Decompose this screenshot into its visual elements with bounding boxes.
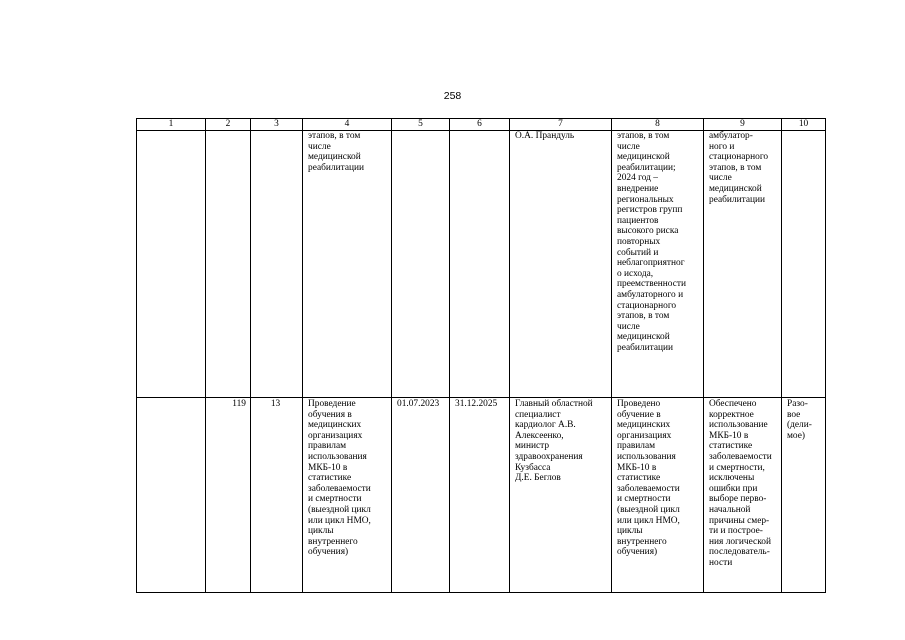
header-cell: 8 <box>612 119 704 131</box>
cell-result: Проведено обучение в медицинских организациях правилам использования МКБ-10 в статистике заболеваемости и смертности (выездной цикл или цикл НМО, циклы внутреннего обучения) <box>612 398 704 593</box>
cell-outcome: Обеспечено корректное использование МКБ-10 в статистике заболеваемости и смертности, исключены ошибки при выборе перво- начальной причины смер- ти и построе- ния логической последователь- ности <box>704 398 782 593</box>
cell-type <box>782 131 826 398</box>
header-row <box>137 119 826 131</box>
cell-responsible: О.А. Прандуль <box>510 131 612 398</box>
cell-type: Разо- вое (дели- мое) <box>782 398 826 593</box>
plan-table <box>136 118 826 593</box>
cell-result: этапов, в том числе медицинской реабилитации; 2024 год – внедрение региональных регистров групп пациентов высокого риска повторных событий и неблагоприятног о исхода, преемственности амбулаторного и стационарного этапов, в том числе медицинской реабилитации <box>612 131 704 398</box>
header-cell: 6 <box>450 119 510 131</box>
page-number: 258 <box>443 90 462 102</box>
table-row <box>137 398 826 593</box>
cell-start-date <box>392 131 450 398</box>
cell-activity: Проведение обучения в медицинских организациях правилам использования МКБ-10 в статистике заболеваемости и смертности (выездной цикл или цикл НМО, циклы внутреннего обучения) <box>303 398 392 593</box>
header-cell: 3 <box>251 119 303 131</box>
cell-row-number <box>137 398 206 593</box>
header-cell: 1 <box>137 119 206 131</box>
cell-item-number: 119 <box>206 398 251 593</box>
cell-start-date: 01.07.2023 <box>392 398 450 593</box>
cell-activity: этапов, в том числе медицинской реабилитации <box>303 131 392 398</box>
header-cell: 9 <box>704 119 782 131</box>
cell-end-date <box>450 131 510 398</box>
header-cell: 2 <box>206 119 251 131</box>
header-cell: 10 <box>782 119 826 131</box>
cell-end-date: 31.12.2025 <box>450 398 510 593</box>
header-cell: 5 <box>392 119 450 131</box>
header-cell: 7 <box>510 119 612 131</box>
cell-sub-number <box>251 131 303 398</box>
cell-outcome: амбулатор- ного и стационарного этапов, в том числе медицинской реабилитации <box>704 131 782 398</box>
cell-responsible: Главный областной специалист кардиолог А.В. Алексеенко, министр здравоохранения Кузбасса Д.Е. Беглов <box>510 398 612 593</box>
cell-item-number <box>206 131 251 398</box>
cell-row-number <box>137 131 206 398</box>
table-row <box>137 131 826 398</box>
header-cell: 4 <box>303 119 392 131</box>
cell-sub-number: 13 <box>251 398 303 593</box>
